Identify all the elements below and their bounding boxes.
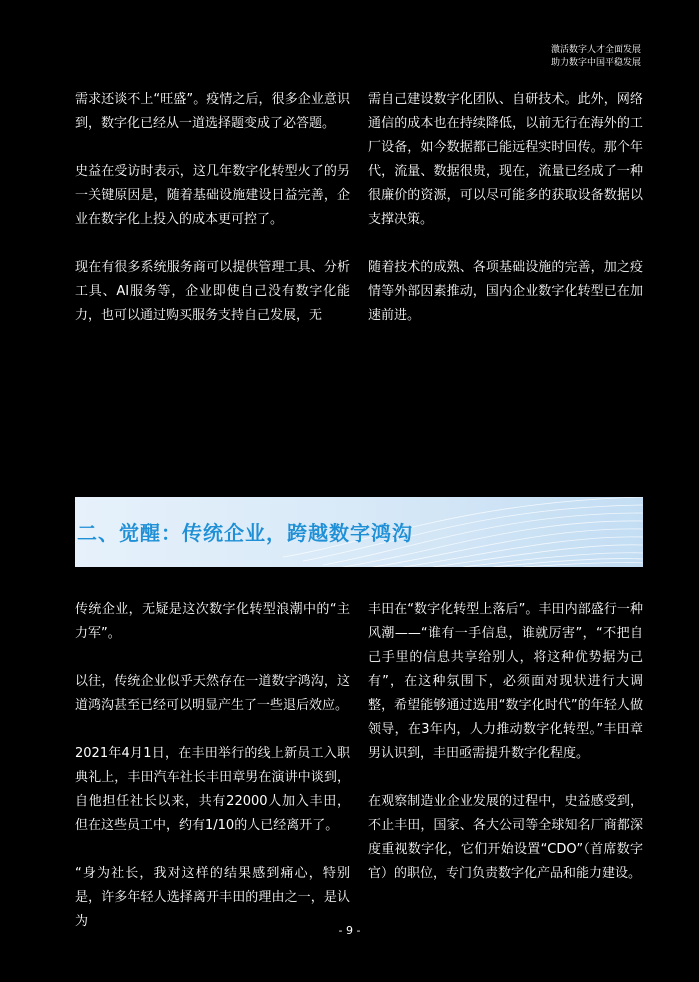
paragraph: 2021年4月1日，在丰田举行的线上新员工入职典礼上，丰田汽车社长丰田章男在演讲中谈到，自他担任社长以来，共有22000人加入丰田，但在这些员工中，约有1/10的人已经离开了。 [75,746,350,833]
lower-right-column [368,598,643,886]
paragraph: 需求还谈不上“旺盛”。疫情之后，很多企业意识到，数字化已经从一道选择题变成了必答题。 [75,92,350,131]
running-header-line2: 助力数字中国平稳发展 [550,58,641,68]
paragraph: “身为社长，我对这样的结果感到痛心，特别是，许多年轻人选择离开丰田的理由之一，是认为 [75,866,350,929]
upper-right-column [368,88,643,328]
paragraph: 现在有很多系统服务商可以提供管理工具、分析工具、AI服务等，企业即使自己没有数字化能力，也可以通过购买服务支持自己发展，无 [75,260,350,323]
upper-left-column [75,88,350,328]
running-header [551,44,641,70]
section-banner [75,497,643,567]
page-number: - 9 - [338,924,361,937]
paragraph: 以往，传统企业似乎天然存在一道数字鸿沟，这道鸿沟甚至已经可以明显产生了一些退后效应。 [75,674,350,713]
paragraph: 丰田在“数字化转型上落后”。丰田内部盛行一种风潮——“谁有一手信息，谁就厉害”，“不把自己手里的信息共享给别人，将这种优势据为己有”，在这种氛围下，必须面对现状进行大调整，希望能够通过选用“数字化时代”的年轻人做领导，在3年内，人力推动数字化转型。”丰田章男认识到，丰田亟需提升数字化程度。 [368,602,643,761]
paragraph: 随着技术的成熟、各项基础设施的完善，加之疫情等外部因素推动，国内企业数字化转型已在加速前进。 [368,260,643,323]
paragraph: 史益在受访时表示，这几年数字化转型火了的另一关键原因是，随着基础设施建设日益完善，企业在数字化上投入的成本更可控了。 [75,164,350,227]
paragraph: 在观察制造业企业发展的过程中，史益感受到，不止丰田，国家、各大公司等全球知名厂商都深度重视数字化，它们开始设置“CDO”（首席数字官）的职位，专门负责数字化产品和能力建设。 [368,794,643,881]
lower-left-column [75,598,350,934]
running-header-line1: 激活数字人才全面发展 [550,45,641,55]
paragraph: 需自己建设数字化团队、自研技术。此外，网络通信的成本也在持续降低，以前无行在海外的工厂设备，如今数据都已能远程实时回传。那个年代，流量、数据很贵，现在，流量已经成了一种很廉价的资源，可以尽可能多的获取设备数据以支撑决策。 [368,92,643,227]
paragraph: 传统企业，无疑是这次数字化转型浪潮中的“主力军”。 [75,602,350,641]
section-title: 二、觉醒：传统企业，跨越数字鸿沟 [77,521,413,545]
